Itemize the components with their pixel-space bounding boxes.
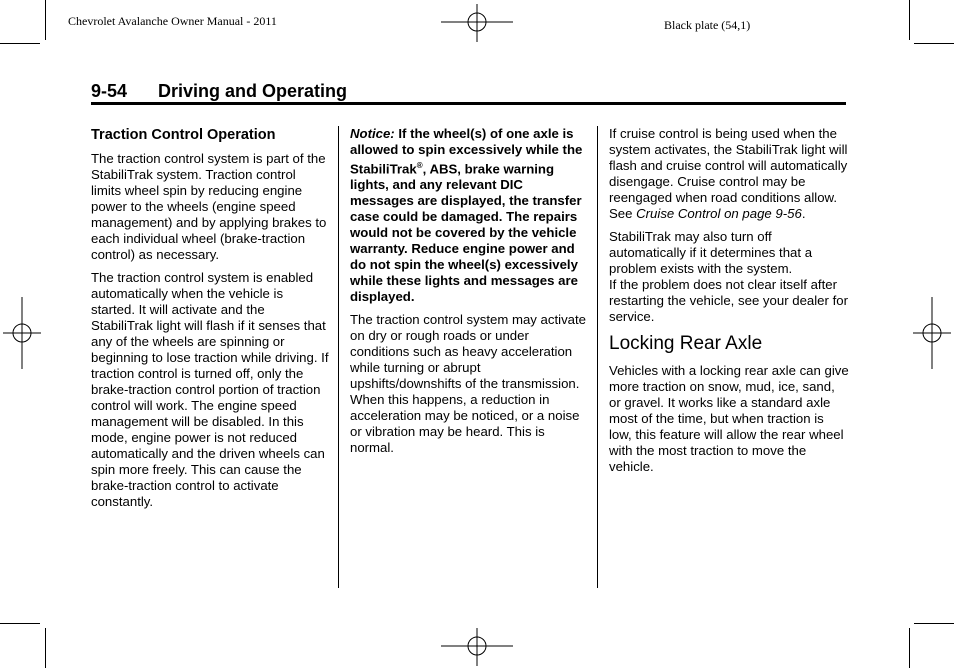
crop-mark bbox=[914, 623, 954, 624]
page-title bbox=[91, 80, 846, 105]
column-2 bbox=[350, 126, 586, 463]
paragraph-text: . bbox=[801, 206, 806, 221]
crop-mark bbox=[914, 43, 954, 44]
paragraph: The traction control system may activate on dry or rough roads or under conditions such as heavy acceleration while turning or abrupt upshifts/downshifts of the transmission. When this happens, a reduction in acceleration may be noticed, or a noise or vibration may be heard. This is normal. bbox=[350, 312, 586, 456]
plate-label: Black plate (54,1) bbox=[664, 18, 751, 32]
cross-reference-link[interactable]: Cruise Control on page 9-56 bbox=[636, 206, 802, 221]
crop-mark bbox=[909, 0, 910, 40]
crop-mark bbox=[0, 623, 40, 624]
column-1 bbox=[91, 126, 329, 517]
crop-mark bbox=[45, 628, 46, 668]
subheading-traction-control: Traction Control Operation bbox=[91, 127, 276, 143]
registration-mark-right bbox=[913, 297, 951, 369]
paragraph: StabiliTrak may also turn off automatically if it determines that a problem exists with the system. bbox=[609, 229, 813, 276]
registration-mark-left bbox=[3, 297, 41, 369]
notice-label: Notice: bbox=[350, 126, 395, 141]
registration-mark-bottom bbox=[441, 628, 513, 666]
notice-text: , ABS, brake warning lights, and any relevant DIC messages are displayed, the transfer case could be damaged. The repairs would not be covered by the vehicle warranty. Reduce engine power and do not spin the wheel(s) excessively while these lights and messages are displayed. bbox=[350, 161, 582, 305]
paragraph bbox=[609, 126, 849, 222]
registration-mark-top bbox=[441, 4, 513, 42]
heading-locking-rear-axle: Locking Rear Axle bbox=[609, 333, 763, 354]
paragraph: The traction control system is part of the StabiliTrak system. Traction control limits wheel spin by reducing engine power to the wheels (engine speed management) and by applying brakes to each individual wheel (brake-traction control) as necessary. bbox=[91, 151, 327, 262]
crop-mark bbox=[45, 0, 46, 40]
paragraph: The traction control system is enabled automatically when the vehicle is started. It will activate and the StabiliTrak light will flash if it senses that any of the wheels are spinning or beginning to lose traction while driving. If traction control is turned off, only the brake-traction control portion of traction control will work. The engine speed management will be disabled. In this mode, engine power is not reduced automatically and the driven wheels can spin more freely. This can cause the brake-traction control to activate constantly. bbox=[91, 270, 329, 509]
crop-mark bbox=[909, 628, 910, 668]
paragraph: Vehicles with a locking rear axle can give more traction on snow, mud, ice, sand, or gravel. It works like a standard axle most of the time, but when traction is low, this feature will allow the rear wheel with the most traction to move the vehicle. bbox=[609, 363, 849, 474]
crop-mark bbox=[0, 43, 40, 44]
notice-text: If the wheel(s) of one axle is allowed to spin excessively while the StabiliTrak bbox=[350, 126, 583, 177]
column-3 bbox=[609, 126, 849, 482]
notice-block bbox=[350, 126, 586, 305]
section-title: Driving and Operating bbox=[158, 81, 348, 101]
paragraph-text: If cruise control is being used when the system activates, the StabiliTrak light will flash and cruise control will automatically disengage. Cruise control may be reengaged when road conditions allow. See bbox=[609, 126, 848, 221]
column-divider bbox=[597, 126, 598, 588]
column-divider bbox=[338, 126, 339, 588]
registered-mark: ® bbox=[416, 161, 423, 170]
manual-title: Chevrolet Avalanche Owner Manual - 2011 bbox=[68, 14, 277, 28]
paragraph: If the problem does not clear itself after restarting the vehicle, see your dealer for service. bbox=[609, 277, 848, 324]
page-number: 9-54 bbox=[91, 81, 128, 101]
